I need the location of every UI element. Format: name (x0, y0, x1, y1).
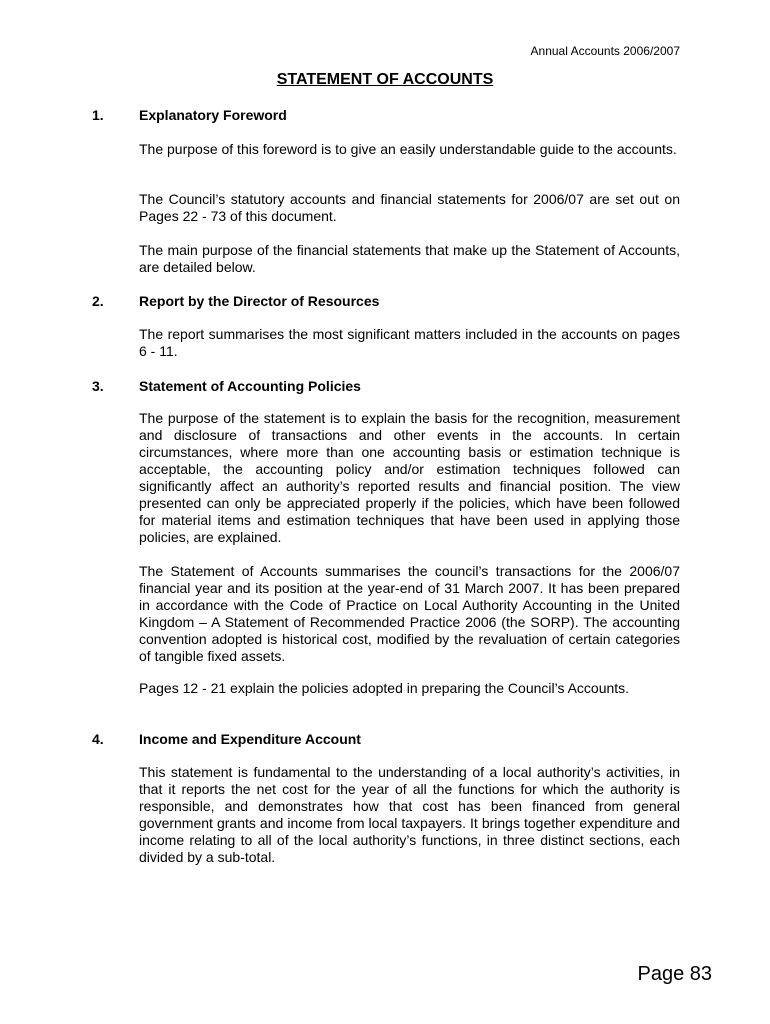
section-title: Explanatory Foreword (139, 107, 287, 123)
page-number: Page 83 (637, 963, 712, 985)
section-number: 3. (92, 378, 104, 394)
paragraph: The purpose of this foreword is to give an easily understandable guide to the accounts. (139, 141, 677, 157)
paragraph: The Council’s statutory accounts and financial statements for 2006/07 are set out on Pages 22 - 73 of this document. (139, 191, 680, 224)
paragraph: This statement is fundamental to the understanding of a local authority’s activities, in that it reports the net cost for the year of all the functions for which the authority is responsible, and demonstrates how that cost has been financed from general government grants and income from local taxpayers. It brings together expenditure and income relating to all of the local authority’s functions, in three distinct sections, each divided by a sub-total. (139, 764, 680, 865)
section-number: 2. (92, 293, 104, 309)
section-title: Statement of Accounting Policies (139, 378, 361, 394)
paragraph: The Statement of Accounts summarises the council’s transactions for the 2006/07 financial year and its position at the year-end of 31 March 2007. It has been prepared in accordance with the Code of Practice on Local Authority Accounting in the United Kingdom – A Statement of Recommended Practice 2006 (the SORP). The accounting convention adopted is historical cost, modified by the revaluation of certain categories of tangible fixed assets. (139, 563, 680, 664)
paragraph: Pages 12 - 21 explain the policies adopted in preparing the Council’s Accounts. (139, 680, 630, 696)
section-title: Report by the Director of Resources (139, 293, 380, 309)
paragraph: The main purpose of the financial statements that make up the Statement of Accounts, are detailed below. (139, 242, 680, 275)
section-title: Income and Expenditure Account (139, 731, 361, 747)
page-title: STATEMENT OF ACCOUNTS (276, 71, 494, 88)
paragraph: The report summarises the most significant matters included in the accounts on pages 6 - 11. (139, 326, 680, 359)
paragraph: The purpose of the statement is to explain the basis for the recognition, measurement and disclosure of transactions and other events in the accounts. In certain circumstances, where more than one accounting basis or estimation technique is acceptable, the accounting policy and/or estimation techniques followed can significantly affect an authority’s reported results and financial position. The view presented can only be appreciated properly if the policies, which have been followed for material items and estimation techniques that have been used in applying those policies, are explained. (139, 410, 680, 545)
section-number: 4. (92, 731, 104, 747)
running-header: Annual Accounts 2006/2007 (530, 44, 680, 58)
section-number: 1. (92, 107, 104, 123)
